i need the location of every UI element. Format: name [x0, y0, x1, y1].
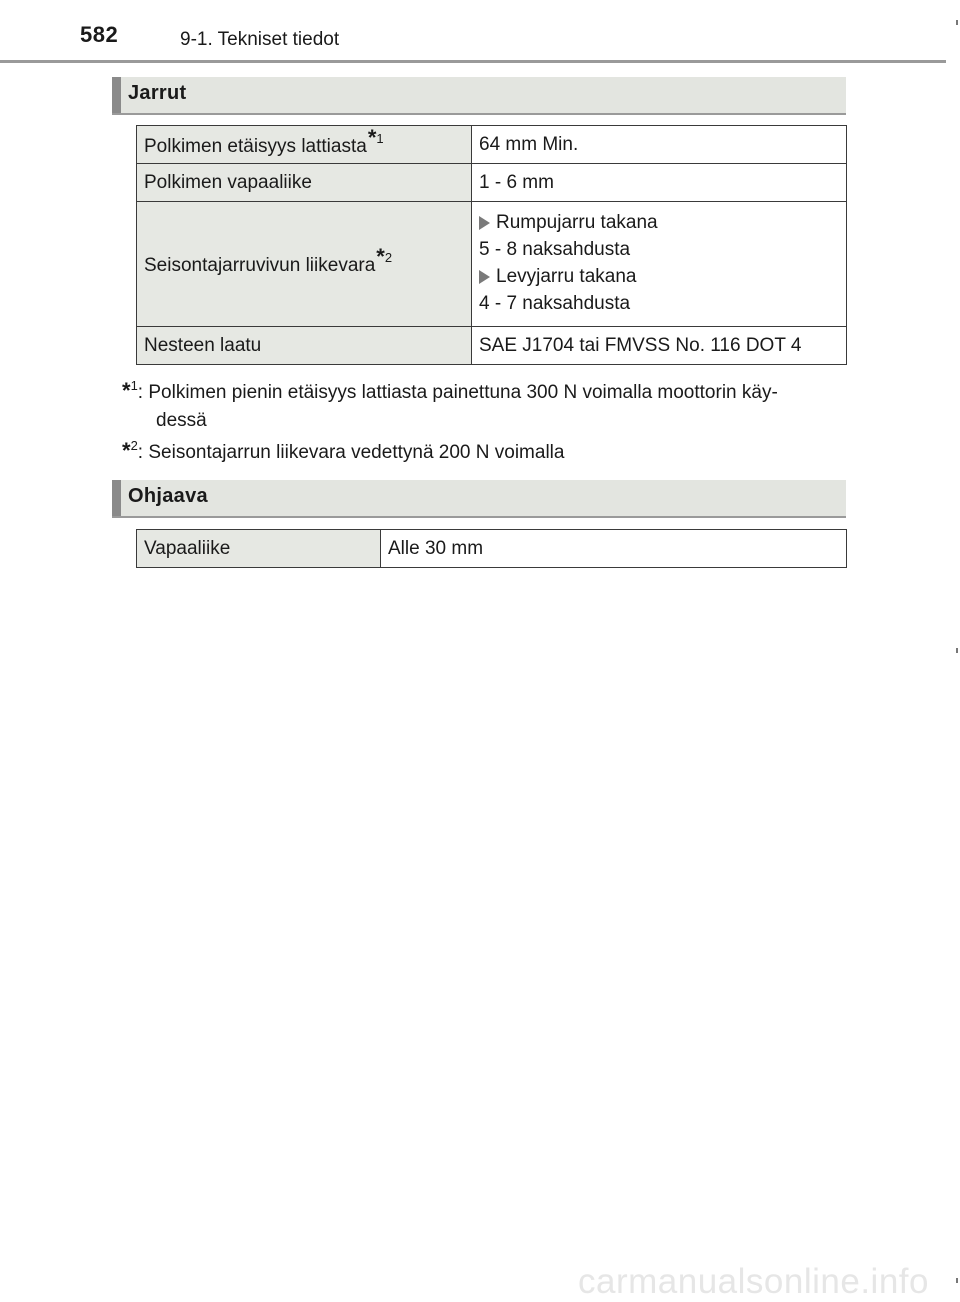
table-cell-label [137, 202, 472, 327]
footnote-number: 1 [130, 378, 138, 393]
item-value: 4 - 7 naksahdusta [479, 293, 631, 314]
footnote-ref: 1 [376, 130, 384, 146]
triangle-bullet-icon [479, 270, 490, 284]
section-heading-steering [112, 480, 846, 518]
footnote-star: * [376, 244, 385, 269]
table-cell-label: Nesteen laatu [137, 327, 472, 365]
table-cell-value: SAE J1704 tai FMVSS No. 116 DOT 4 [472, 327, 847, 365]
footnote-line [122, 377, 842, 407]
table-cell-label [137, 126, 472, 164]
footnote-star: * [122, 378, 131, 403]
row-label: Seisontajarruvivun liikevara [144, 255, 376, 276]
footnote-number: 2 [130, 438, 138, 453]
section-title: Jarrut [128, 82, 187, 104]
chapter-title: 9-1. Tekniset tiedot [180, 29, 340, 50]
brakes-spec-table [136, 125, 847, 365]
header-divider [0, 60, 946, 63]
item-heading: Levyjarru takana [496, 266, 637, 287]
list-item [479, 264, 839, 290]
table-row [137, 164, 847, 202]
table-cell-value: 64 mm Min. [472, 126, 847, 164]
item-heading: Rumpujarru takana [496, 212, 658, 233]
page-number: 582 [80, 22, 119, 47]
crop-mark [956, 20, 958, 25]
watermark: carmanualsonline.info [578, 1262, 929, 1301]
list-item [479, 210, 839, 236]
section-heading-brakes [112, 77, 846, 115]
footnote-text: : Seisontajarrun liikevara vedettynä 200 N voimalla [137, 442, 565, 463]
table-cell-label: Polkimen vapaaliike [137, 164, 472, 202]
table-row [137, 530, 847, 568]
table-row [137, 327, 847, 365]
row-label: Polkimen etäisyys lattiasta [144, 135, 367, 157]
page-header [0, 0, 960, 62]
footnote-ref: 2 [384, 250, 393, 265]
steering-spec-table [136, 529, 847, 568]
table-cell-value: Alle 30 mm [381, 530, 847, 568]
footnote-text: : Polkimen pienin etäisyys lattiasta painettuna 300 N voimalla moottorin käy- [137, 382, 778, 403]
table-cell-value: 1 - 6 mm [472, 164, 847, 202]
footnote-continuation: dessä [156, 410, 207, 431]
table-row [137, 202, 847, 327]
crop-mark [956, 1278, 958, 1283]
item-value: 5 - 8 naksahdusta [479, 239, 631, 260]
table-cell-label: Vapaaliike [137, 530, 381, 568]
footnote-star: * [122, 438, 131, 463]
table-cell-value [472, 202, 847, 327]
triangle-bullet-icon [479, 216, 490, 230]
footnote-star: * [367, 124, 377, 150]
section-accent [112, 77, 121, 113]
section-accent [112, 480, 121, 516]
footnote-line [122, 437, 842, 467]
table-row [137, 126, 847, 164]
section-title: Ohjaava [128, 485, 208, 507]
crop-mark [956, 648, 958, 653]
footnote-2 [122, 437, 842, 467]
footnote-1 [122, 377, 842, 434]
